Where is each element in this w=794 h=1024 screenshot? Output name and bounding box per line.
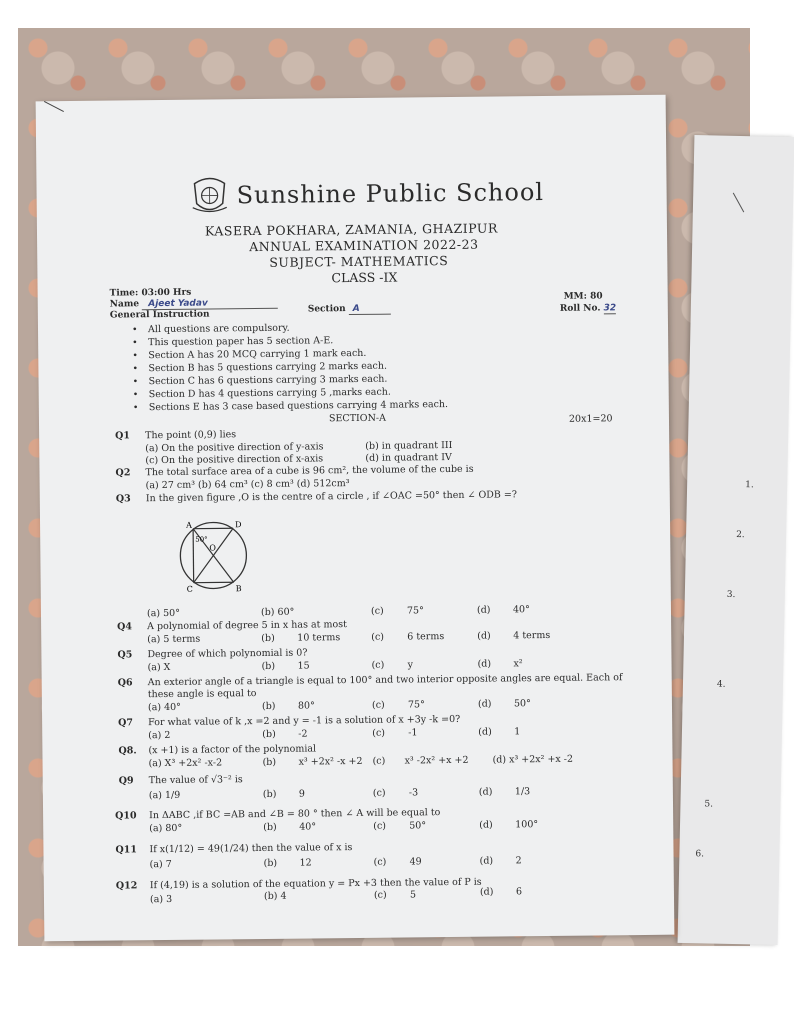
section-row bbox=[308, 304, 391, 316]
section-label: Section bbox=[307, 304, 346, 315]
q11-option-c: (c) bbox=[373, 856, 387, 868]
q6-text: An exterior angle of a triangle is equal to 100° and two interior opposite angles are equal. Each of bbox=[147, 672, 623, 689]
q8-option-c-value: x³ -2x² +x +2 bbox=[404, 754, 469, 767]
q12-option-b: (b) 4 bbox=[263, 890, 287, 902]
second-paper bbox=[678, 135, 794, 945]
q6-option-d: (d) bbox=[477, 698, 492, 710]
q4-option-d: (d) bbox=[477, 630, 491, 642]
q3-option-a: (a) 50° bbox=[146, 607, 180, 620]
side-num-3: 3. bbox=[726, 589, 736, 600]
q11-option-d-value: 2 bbox=[515, 855, 522, 867]
q8-number: Q8. bbox=[118, 745, 137, 757]
roll-value: 32 bbox=[603, 303, 617, 314]
q9-option-c-value: -3 bbox=[408, 787, 419, 799]
label-d: D bbox=[235, 520, 242, 530]
q7-option-c-value: -1 bbox=[408, 727, 418, 739]
q1-text: The point (0,9) lies bbox=[145, 429, 237, 442]
q4-option-c: (c) bbox=[371, 631, 385, 643]
school-address: KASERA POKHARA, ZAMANIA, GHAZIPUR bbox=[204, 220, 498, 239]
name-row bbox=[110, 298, 279, 311]
q9-option-b: (b) bbox=[262, 788, 277, 800]
q12-text: If (4,19) is a solution of the equation y = Px +3 then the value of P is bbox=[149, 876, 482, 892]
q3-option-c: (c) bbox=[370, 605, 384, 617]
label-c: C bbox=[186, 584, 193, 594]
label-a: A bbox=[186, 520, 192, 530]
q11-option-b: (b) bbox=[263, 857, 278, 869]
q9-option-d-value: 1/3 bbox=[514, 786, 531, 798]
q3-number: Q3 bbox=[115, 493, 131, 505]
section-value: A bbox=[349, 304, 391, 315]
q12-option-c: (c) bbox=[373, 889, 387, 901]
q10-option-b-value: 40° bbox=[299, 821, 317, 833]
q11-option-c-value: 49 bbox=[409, 856, 422, 868]
q2-number: Q2 bbox=[115, 467, 131, 479]
side-num-5: 5. bbox=[704, 799, 714, 810]
q10-option-d: (d) bbox=[479, 819, 493, 831]
q6-option-d-value: 50° bbox=[513, 698, 531, 710]
q6-number: Q6 bbox=[117, 677, 133, 689]
q5-option-c-value: y bbox=[407, 659, 413, 671]
q10-option-a: (a) 80° bbox=[149, 822, 183, 835]
name-value: Ajeet Yadav bbox=[142, 298, 278, 310]
q6-option-c-value: 75° bbox=[407, 699, 425, 711]
name-label: Name bbox=[109, 299, 140, 310]
exam-title: ANNUAL EXAMINATION 2022-23 bbox=[249, 236, 479, 255]
q10-option-c: (c) bbox=[373, 820, 387, 832]
q12-option-a: (a) 3 bbox=[149, 893, 173, 906]
instruction-item: • Section B has 5 questions carrying 2 marks each. bbox=[148, 361, 387, 374]
q3-option-c-value: 75° bbox=[406, 605, 424, 617]
photo-background bbox=[18, 28, 754, 946]
segment-ac bbox=[193, 529, 194, 583]
q6-option-b: (b) bbox=[261, 700, 276, 712]
max-marks: MM: 80 bbox=[563, 291, 603, 302]
time-label: Time: 03:00 Hrs bbox=[109, 287, 192, 299]
q8-text: (x +1) is a factor of the polynomial bbox=[148, 743, 317, 757]
label-o: O bbox=[209, 543, 216, 553]
q9-number: Q9 bbox=[118, 775, 134, 787]
q4-text: A polynomial of degree 5 in x has at most bbox=[147, 619, 347, 633]
q5-option-d: (d) bbox=[477, 658, 492, 670]
circle-figure bbox=[160, 517, 271, 598]
q5-option-a: (a) X bbox=[147, 661, 171, 674]
general-instruction-label: General Instruction bbox=[109, 309, 210, 321]
q12-option-c-value: 5 bbox=[409, 889, 417, 901]
q9-option-c: (c) bbox=[372, 787, 386, 799]
q10-number: Q10 bbox=[115, 810, 137, 822]
roll-row bbox=[560, 303, 616, 315]
q4-option-a: (a) 5 terms bbox=[147, 633, 201, 646]
q6-option-a: (a) 40° bbox=[147, 701, 181, 714]
school-logo-icon bbox=[188, 175, 230, 215]
instruction-item: • Section A has 20 MCQ carrying 1 mark each. bbox=[148, 348, 366, 361]
q7-option-d: (d) bbox=[478, 726, 492, 738]
q12-option-d-value: 6 bbox=[515, 886, 523, 898]
q9-option-a: (a) 1/9 bbox=[148, 789, 181, 802]
q11-option-d: (d) bbox=[479, 855, 494, 867]
q11-option-a: (a) 7 bbox=[149, 858, 172, 871]
q5-number: Q5 bbox=[117, 649, 133, 661]
side-num-6: 6. bbox=[695, 849, 705, 860]
q5-option-d-value: x² bbox=[513, 658, 523, 670]
class-title: CLASS -IX bbox=[331, 269, 398, 286]
q8-option-b-value: x³ +2x² -x +2 bbox=[298, 755, 363, 768]
q9-text: The value of √3⁻² is bbox=[148, 774, 243, 787]
q5-option-b: (b) bbox=[261, 660, 276, 672]
instruction-item: • Section C has 6 questions carrying 3 marks each. bbox=[149, 374, 388, 388]
q6-text-cont: these angle is equal to bbox=[147, 688, 257, 701]
q10-option-b: (b) bbox=[263, 821, 277, 833]
q11-number: Q11 bbox=[115, 844, 138, 856]
q4-option-b-value: 10 terms bbox=[297, 632, 341, 644]
side-num-2: 2. bbox=[736, 530, 745, 541]
q1-option-c: (c) On the positive direction of x-axis bbox=[145, 453, 324, 467]
q4-option-c-value: 6 terms bbox=[407, 631, 445, 643]
q6-option-b-value: 80° bbox=[297, 700, 315, 712]
q4-number: Q4 bbox=[117, 621, 133, 633]
q8-option-d: (d) x³ +2x² +x -2 bbox=[492, 753, 574, 766]
instruction-item: • Section D has 4 questions carrying 5 ,marks each. bbox=[149, 387, 391, 401]
q12-option-d: (d) bbox=[479, 886, 494, 898]
subject-title: SUBJECT- MATHEMATICS bbox=[269, 253, 449, 270]
q5-text: Degree of which polynomial is 0? bbox=[147, 647, 308, 661]
q10-text: In ΔABC ,if BC =AB and ∠B = 80 ° then ∠ A will be equal to bbox=[149, 807, 441, 822]
q4-option-d-value: 4 terms bbox=[513, 629, 551, 642]
q7-option-d-value: 1 bbox=[514, 726, 521, 738]
side-num-4: 4. bbox=[716, 679, 726, 690]
q9-option-b-value: 9 bbox=[298, 788, 305, 800]
side-num-1: 1. bbox=[745, 480, 754, 491]
q4-option-b: (b) bbox=[261, 632, 275, 644]
q7-number: Q7 bbox=[118, 717, 134, 729]
q7-option-b-value: -2 bbox=[298, 728, 308, 740]
section-marks: 20x1=20 bbox=[568, 413, 613, 425]
instruction-item: • All questions are compulsory. bbox=[148, 323, 290, 335]
q3-option-d-value: 40° bbox=[512, 604, 530, 616]
section-title: SECTION-A bbox=[328, 412, 386, 425]
q3-option-b: (b) 60° bbox=[260, 606, 295, 618]
angle-label: 50° bbox=[195, 535, 208, 544]
q2-options: (a) 27 cm³ (b) 64 cm³ (c) 8 cm³ (d) 512cm³ bbox=[145, 478, 350, 492]
q8-option-b: (b) bbox=[262, 756, 277, 768]
q10-option-c-value: 50° bbox=[409, 820, 427, 832]
school-name: Sunshine Public School bbox=[236, 178, 545, 210]
q7-option-c: (c) bbox=[372, 727, 386, 739]
q1-option-a: (a) On the positive direction of y-axis bbox=[145, 441, 324, 455]
label-b: B bbox=[235, 584, 242, 594]
q12-number: Q12 bbox=[115, 880, 138, 892]
instruction-item: • Sections E has 3 case based questions carrying 4 marks each. bbox=[149, 399, 448, 413]
q10-option-d-value: 100° bbox=[515, 819, 539, 831]
q1-number: Q1 bbox=[115, 430, 131, 442]
q6-option-c: (c) bbox=[371, 699, 385, 711]
pen-tick-mark bbox=[733, 186, 757, 213]
q8-option-a: (a) X³ +2x² -x-2 bbox=[148, 757, 223, 770]
q3-option-d: (d) bbox=[476, 604, 491, 616]
q7-option-a: (a) 2 bbox=[148, 729, 171, 742]
pen-tick-mark bbox=[38, 101, 64, 124]
q11-text: If x(1/12) = 49(1/24) then the value of x is bbox=[149, 842, 353, 856]
q7-text: For what value of k ,x =2 and y = -1 is a solution of x +3y -k =0? bbox=[148, 713, 461, 729]
q1-option-b: (b) in quadrant III bbox=[365, 439, 453, 452]
instruction-item: • This question paper has 5 section A-E. bbox=[148, 335, 333, 348]
q5-option-c: (c) bbox=[371, 659, 385, 671]
roll-label: Roll No. bbox=[559, 303, 601, 314]
q1-option-d: (d) in quadrant IV bbox=[365, 451, 452, 464]
q7-option-b: (b) bbox=[262, 728, 276, 740]
q5-option-b-value: 15 bbox=[297, 660, 310, 672]
q8-option-c: (c) bbox=[372, 755, 386, 767]
q11-option-b-value: 12 bbox=[299, 857, 312, 869]
exam-paper bbox=[36, 95, 675, 942]
q2-text: The total surface area of a cube is 96 cm², the volume of the cube is bbox=[145, 463, 474, 479]
q3-text: In the given figure ,O is the centre of a circle , if ∠OAC =50° then ∠ ODB =? bbox=[145, 489, 517, 505]
q9-option-d: (d) bbox=[478, 786, 493, 798]
